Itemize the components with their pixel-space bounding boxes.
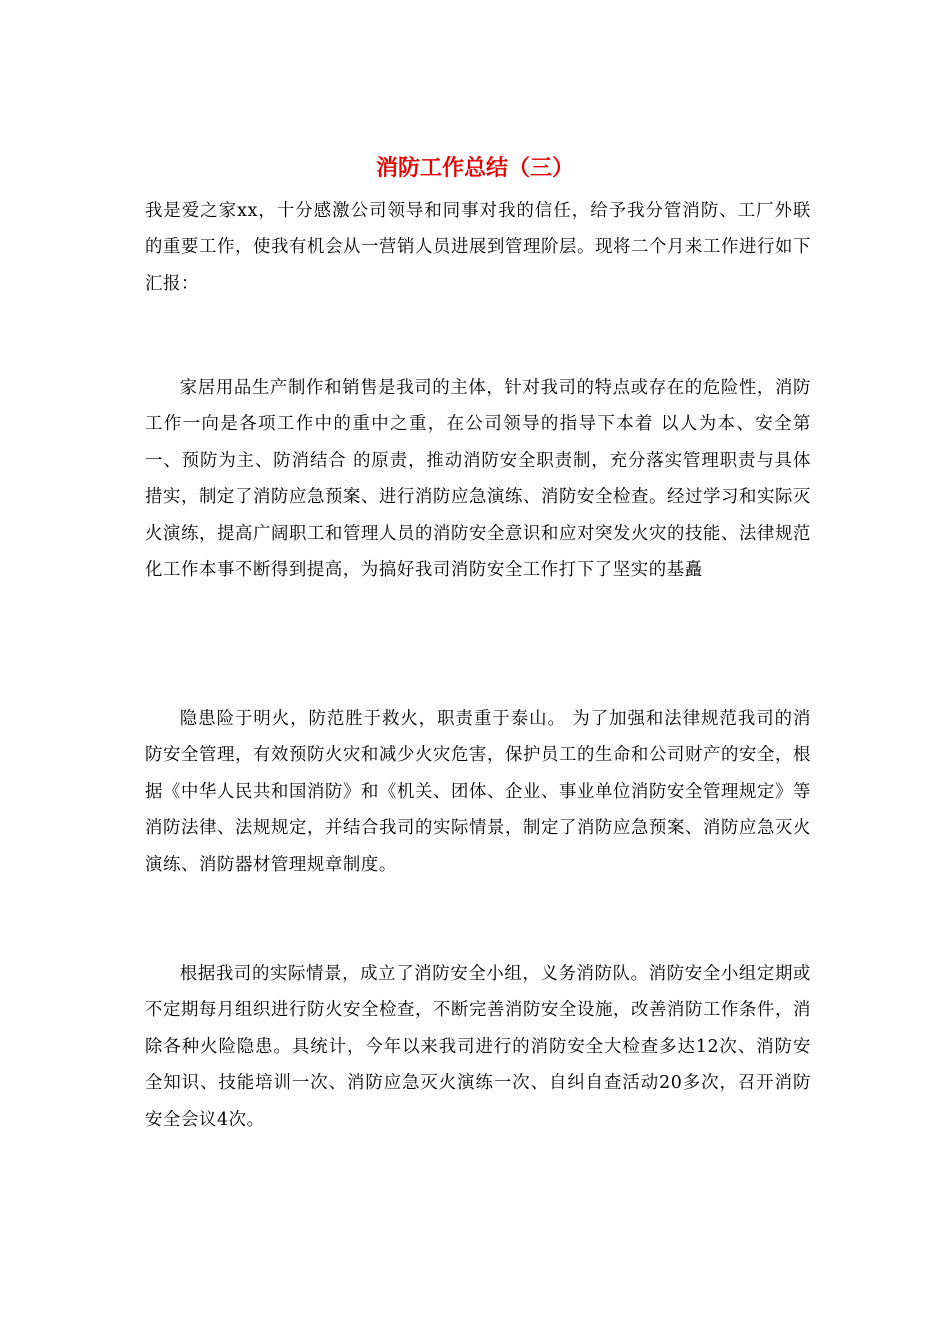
paragraph-safety-team: 根据我司的实际情景，成立了消防安全小组，义务消防队。消防安全小组定期或不定期每月组织进行防火安全检查，不断完善消防安全设施，改善消防工作条件，消除各种火险隐患。具统计，今年以来我司进行的消防安全大检查多达12次、消防安全知识、技能培训一次、消防应急灭火演练一次、自纠自查活动20多次，召开消防安全会议4次。 <box>145 964 811 1130</box>
paragraph-intro: 我是爱之家xx，十分感激公司领导和同事对我的信任，给予我分管消防、工厂外联的重要工作，使我有机会从一营销人员进展到管理阶层。现将二个月来工作进行如下汇报： <box>145 201 811 294</box>
paragraph-regulations: 隐患险于明火，防范胜于救火，职责重于泰山。 为了加强和法律规范我司的消防安全管理，有效预防火灾和减少火灾危害，保护员工的生命和公司财产的安全，根据《中华人民共和国消防》和《机关、团体、企业、事业单位消防安全管理规定》等消防法律、法规规定，并结合我司的实际情景，制定了消防应急预案、消防应急灭火演练、消防器材管理规章制度。 <box>145 709 811 875</box>
paragraph-main-business: 家居用品生产制作和销售是我司的主体，针对我司的特点或存在的危险性，消防工作一向是各项工作中的重中之重，在公司领导的指导下本着 以人为本、安全第一、预防为主、防消结合 的原责，推动消防安全职责制，充分落实管理职责与具体措实，制定了消防应急预案、进行消防应急演练、消防安全检查。经过学习和实际灭火演练，提高广阔职工和管理人员的消防安全意识和应对突发火灾的技能、法律规范化工作本事不断得到提高，为搞好我司消防安全工作打下了坚实的基矗 <box>145 378 811 581</box>
document-title: 消防工作总结（三） <box>375 155 574 181</box>
